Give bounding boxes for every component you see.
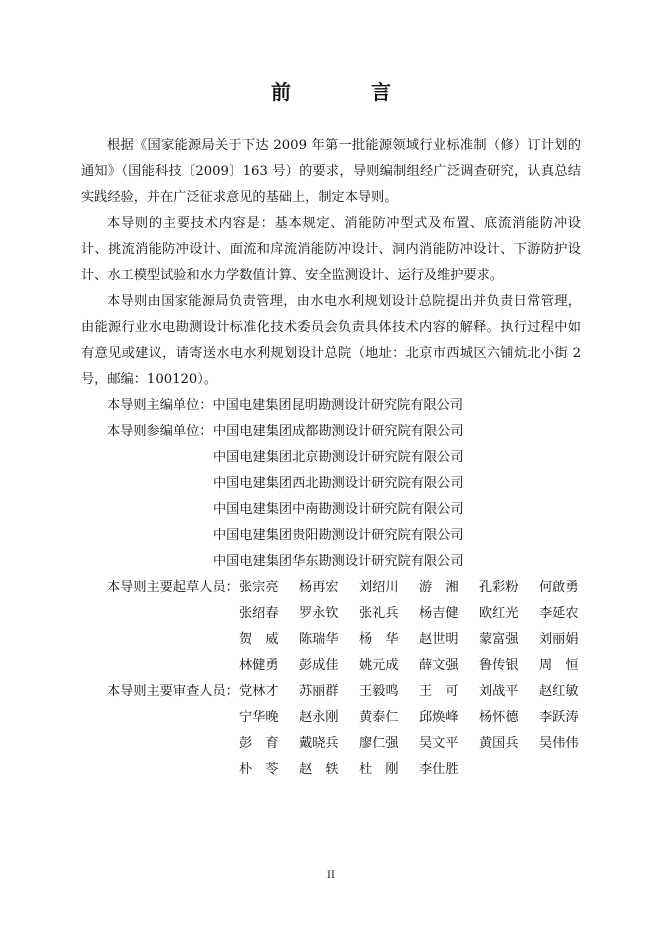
person-name: 欧红光 [479,606,519,621]
reviewers-row [81,731,581,757]
person-name: 林健勇 [239,658,279,673]
participating-unit: 中国电建集团中南勘测设计研究院有限公司 [213,502,464,517]
person-name: 孔彩粉 [479,580,519,595]
drafters-list [81,575,581,679]
drafters-label: 本导则主要起草人员： [107,580,239,595]
participating-unit: 中国电建集团华东勘测设计研究院有限公司 [213,554,464,569]
reviewers-list [81,679,581,783]
person-name: 赵红敏 [539,684,579,699]
person-name: 王毅鸣 [359,684,399,699]
drafters-row [81,575,581,601]
person-name: 刘绍川 [359,580,399,595]
name-list [239,627,599,653]
person-name: 鲁传银 [479,658,519,673]
participating-unit: 中国电建集团北京勘测设计研究院有限公司 [213,450,464,465]
participating-unit: 中国电建集团西北勘测设计研究院有限公司 [213,476,464,491]
person-name: 党林才 [239,684,279,699]
person-name: 贺 威 [239,632,279,647]
reviewers-row [81,705,581,731]
name-list [239,679,599,705]
person-name: 王 可 [419,684,459,699]
person-name: 姚元成 [359,658,399,673]
participating-unit: 中国电建集团贵阳勘测设计研究院有限公司 [213,528,464,543]
person-name: 周 恒 [539,658,579,673]
chief-unit-label: 本导则主编单位： [107,398,213,413]
person-name: 赵世明 [419,632,459,647]
person-name: 朴 苓 [239,762,279,777]
participating-unit-row [81,445,581,471]
person-name: 戴晓兵 [299,736,339,751]
person-name: 蒙富强 [479,632,519,647]
person-name: 何啟勇 [539,580,579,595]
person-name: 赵 轶 [299,762,339,777]
participating-unit-row [81,471,581,497]
person-name: 杨 华 [359,632,399,647]
drafters-row [81,601,581,627]
person-name: 廖仁强 [359,736,399,751]
chief-unit-line [81,393,581,419]
person-name: 罗永钦 [299,606,339,621]
paragraph-basis: 根据《国家能源局关于下达 2009 年第一批能源领域行业标准制（修）订计划的通知》（国能科技〔2009〕163 号）的要求，导则编制组经广泛调查研究，认真总结实践经验，并在广泛征求意见的基础上，制定本导则。 [81,138,581,205]
participating-unit: 中国电建集团成都勘测设计研究院有限公司 [213,424,464,439]
person-name: 刘丽娟 [539,632,579,647]
name-list [239,653,599,679]
person-name: 张宗亮 [239,580,279,595]
page-title: 前 言 [271,80,421,104]
person-name: 杜 刚 [359,762,399,777]
name-list [239,601,599,627]
name-list [239,705,599,731]
person-name: 黄泰仁 [359,710,399,725]
participating-unit-row [81,419,581,445]
drafters-row [81,653,581,679]
person-name: 赵永刚 [299,710,339,725]
person-name: 吴文平 [419,736,459,751]
participating-unit-row [81,497,581,523]
person-name: 薛文强 [419,658,459,673]
person-name: 陈瑞华 [299,632,339,647]
person-name: 游 湘 [419,580,459,595]
person-name: 黄国兵 [479,736,519,751]
participating-unit-row [81,523,581,549]
person-name: 彭 育 [239,736,279,751]
person-name: 张礼兵 [359,606,399,621]
name-list [239,575,599,601]
person-name: 彭成佳 [299,658,339,673]
person-name: 邱焕峰 [419,710,459,725]
person-name: 吴伟伟 [539,736,579,751]
name-list [239,731,599,757]
person-name: 宁华晚 [239,710,279,725]
person-name: 张绍春 [239,606,279,621]
paragraph-management: 本导则由国家能源局负责管理，由水电水利规划设计总院提出并负责日常管理，由能源行业水电勘测设计标准化技术委员会负责具体技术内容的解释。执行过程中如有意见或建议，请寄送水电水利规划设计总院（地址：北京市西城区六铺炕北小街 2 号，邮编：100120）。 [81,294,581,387]
person-name: 刘战平 [479,684,519,699]
page-number: II [327,870,335,881]
participating-units-label: 本导则参编单位： [107,424,213,439]
person-name: 李延农 [539,606,579,621]
chief-unit-value: 中国电建集团昆明勘测设计研究院有限公司 [212,398,464,413]
reviewers-row [81,679,581,705]
person-name: 李跃涛 [539,710,579,725]
person-name: 苏丽群 [299,684,339,699]
person-name: 李仕胜 [419,762,459,777]
drafters-row [81,627,581,653]
person-name: 杨怀德 [479,710,519,725]
name-list [239,757,479,783]
paragraph-technical-content: 本导则的主要技术内容是：基本规定、消能防冲型式及布置、底流消能防冲设计、挑流消能防冲设计、面流和戽流消能防冲设计、洞内消能防冲设计、下游防护设计、水工模型试验和水力学数值计算、安全监测设计、运行及维护要求。 [81,216,581,283]
person-name: 杨吉健 [419,606,459,621]
reviewers-row [81,757,581,783]
participating-unit-row [81,549,581,575]
preface-body [81,133,581,783]
reviewers-label: 本导则主要审查人员： [107,684,239,699]
person-name: 杨再宏 [299,580,339,595]
